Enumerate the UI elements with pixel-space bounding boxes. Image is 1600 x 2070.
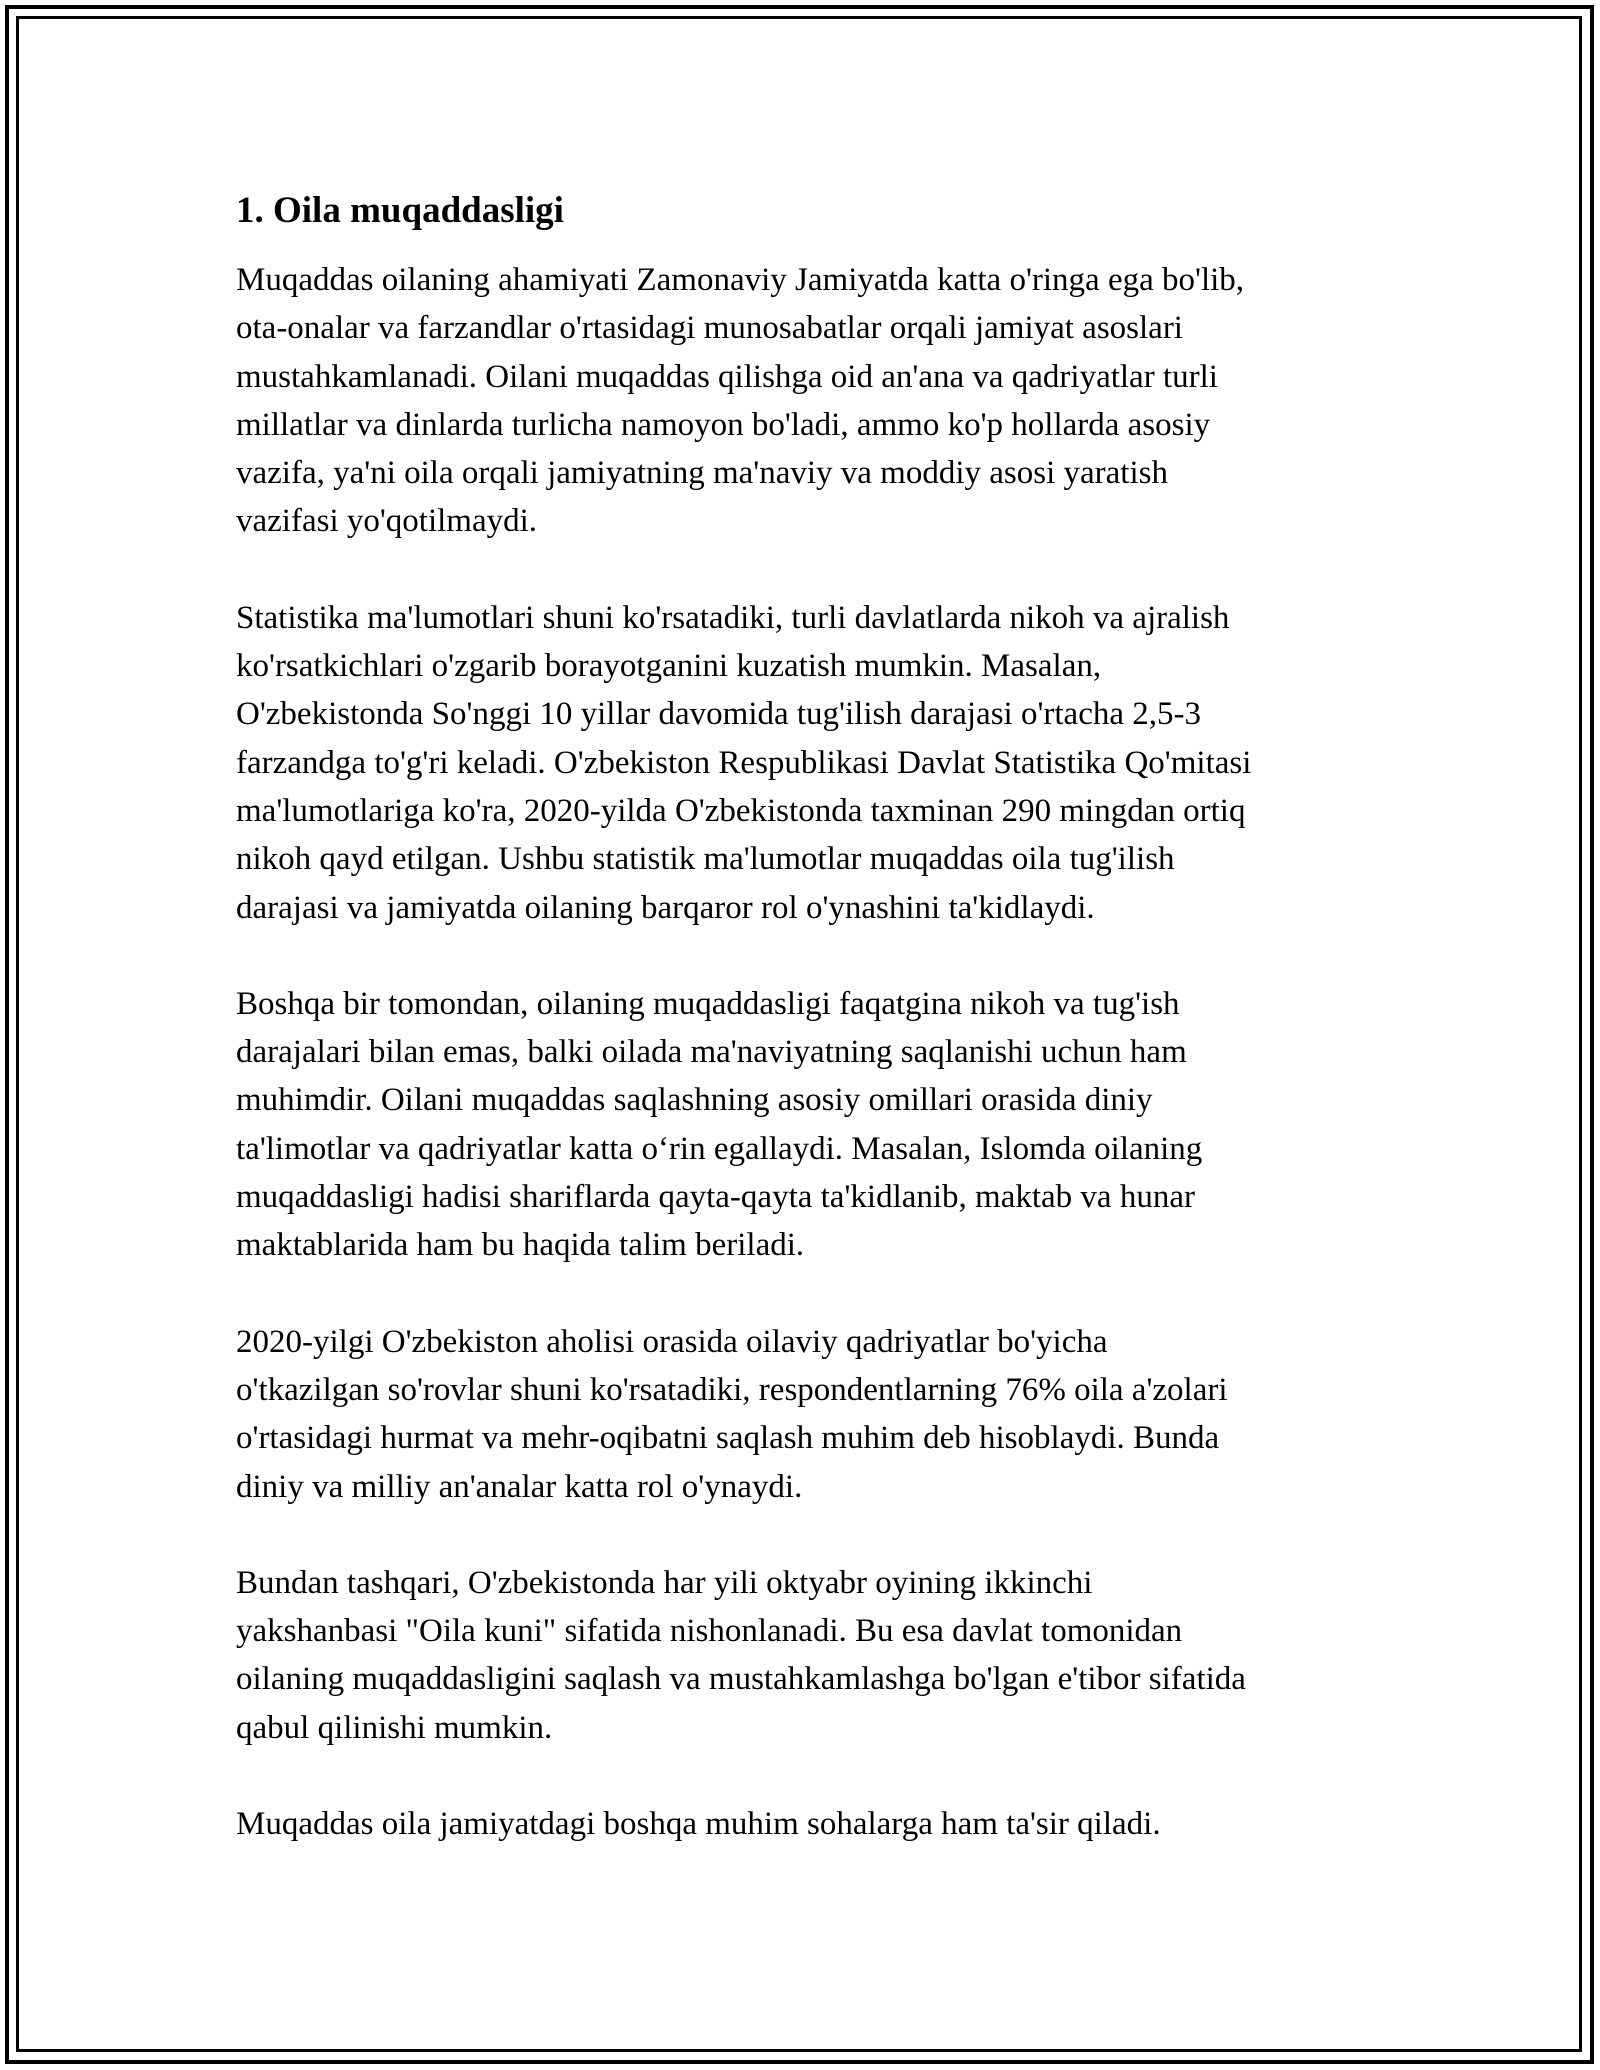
text-line: ota-onalar va farzandlar o'rtasidagi munosabatlar orqali jamiyat asoslari xyxy=(236,310,1183,347)
text-line: o'tkazilgan so'rovlar shuni ko'rsatadiki, respondentlarning 76% oila a'zolari xyxy=(236,1371,1228,1408)
text-line: muqaddasligi hadisi shariflarda qayta-qayta ta'kidlanib, maktab va hunar xyxy=(236,1179,1195,1216)
text-line: qabul qilinishi mumkin. xyxy=(236,1709,553,1746)
text-line: 2020-yilgi O'zbekiston aholisi orasida oilaviy qadriyatlar bo'yicha xyxy=(236,1323,1108,1360)
paragraph-4 xyxy=(236,1318,1396,1511)
text-line: maktablarida ham bu haqida talim beriladi. xyxy=(236,1227,805,1264)
paragraph-1 xyxy=(236,256,1396,546)
text-line: Bundan tashqari, O'zbekistonda har yili oktyabr oyining ikkinchi xyxy=(236,1564,1093,1601)
text-line: darajalari bilan emas, balki oilada ma'naviyatning saqlanishi uchun ham xyxy=(236,1034,1187,1071)
paragraph-2 xyxy=(236,594,1396,932)
paragraph-3 xyxy=(236,980,1396,1270)
text-line: diniy va milliy an'analar katta rol o'ynaydi. xyxy=(236,1468,803,1505)
text-line: vazifasi yo'qotilmaydi. xyxy=(236,503,538,540)
paragraph-6 xyxy=(236,1800,1396,1848)
text-line: darajasi va jamiyatda oilaning barqaror rol o'ynashini ta'kidlaydi. xyxy=(236,889,1095,926)
text-line: Statistika ma'lumotlari shuni ko'rsatadiki, turli davlatlarda nikoh va ajralish xyxy=(236,599,1230,636)
section-heading: 1. Oila muqaddasligi xyxy=(236,190,564,231)
text-line: ma'lumotlariga ko'ra, 2020-yilda O'zbekistonda taxminan 290 mingdan ortiq xyxy=(236,792,1246,829)
text-line: ko'rsatkichlari o'zgarib borayotganini kuzatish mumkin. Masalan, xyxy=(236,648,1102,685)
text-line: oilaning muqaddasligini saqlash va mustahkamlashga bo'lgan e'tibor sifatida xyxy=(236,1661,1246,1698)
text-line: yakshanbasi "Oila kuni" sifatida nishonlanadi. Bu esa davlat tomonidan xyxy=(236,1613,1183,1650)
text-line: o'rtasidagi hurmat va mehr-oqibatni saqlash muhim deb hisoblaydi. Bunda xyxy=(236,1420,1220,1457)
text-line: muhimdir. Oilani muqaddas saqlashning asosiy omillari orasida diniy xyxy=(236,1082,1153,1119)
text-line: nikoh qayd etilgan. Ushbu statistik ma'lumotlar muqaddas oila tug'ilish xyxy=(236,841,1175,878)
text-line: Muqaddas oila jamiyatdagi boshqa muhim sohalarga ham ta'sir qiladi. xyxy=(236,1806,1161,1843)
text-line: ta'limotlar va qadriyatlar katta o‘rin egallaydi. Masalan, Islomda oilaning xyxy=(236,1130,1203,1167)
text-line: farzandga to'g'ri keladi. O'zbekiston Respublikasi Davlat Statistika Qo'mitasi xyxy=(236,744,1252,781)
text-line: vazifa, ya'ni oila orqali jamiyatning ma'naviy va moddiy asosi yaratish xyxy=(236,455,1168,492)
paragraph-5 xyxy=(236,1559,1396,1752)
text-line: millatlar va dinlarda turlicha namoyon bo'ladi, ammo ko'p hollarda asosiy xyxy=(236,406,1211,443)
text-line: O'zbekistonda So'nggi 10 yillar davomida tug'ilish darajasi o'rtacha 2,5-3 xyxy=(236,696,1201,733)
document-body xyxy=(236,186,1396,1896)
text-line: Muqaddas oilaning ahamiyati Zamonaviy Jamiyatda katta o'ringa ega bo'lib, xyxy=(236,262,1245,298)
text-line: Boshqa bir tomondan, oilaning muqaddasligi faqatgina nikoh va tug'ish xyxy=(236,985,1180,1022)
text-line: mustahkamlanadi. Oilani muqaddas qilishga oid an'ana va qadriyatlar turli xyxy=(236,358,1218,395)
